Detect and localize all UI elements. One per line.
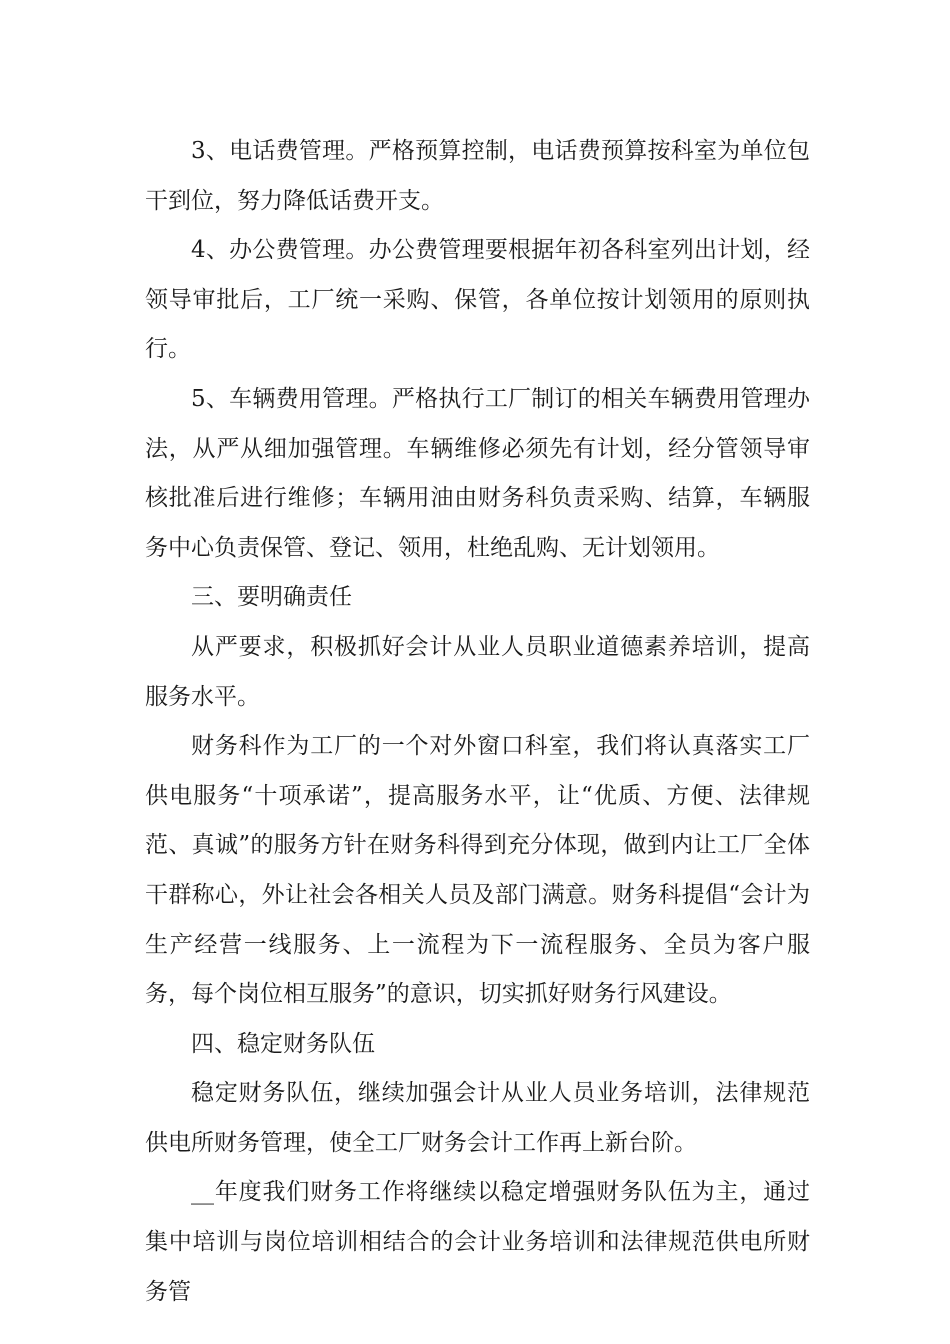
paragraph-strict-requirements: 从严要求，积极抓好会计从业人员职业道德素养培训，提高服务水平。 (145, 633, 810, 710)
paragraph-annual-plan: __年度我们财务工作将继续以稳定增强财务队伍为主，通过集中培训与岗位培训相结合的会计业务培训和法律规范供电所财务管 (145, 1179, 810, 1305)
paragraph-phone-fee: 3、电话费管理。严格预算控制，电话费预算按科室为单位包干到位，努力降低话费开支。 (145, 138, 810, 214)
paragraph-office-fee: 4、办公费管理。办公费管理要根据年初各科室列出计划，经领导审批后，工厂统一采购、保管，各单位按计划领用的原则执行。 (145, 237, 810, 363)
section-heading-responsibility: 三、要明确责任 (191, 584, 352, 611)
section-heading-stabilize-team: 四、稳定财务队伍 (191, 1030, 375, 1057)
document-body (145, 127, 810, 1317)
paragraph-service-window: 财务科作为工厂的一个对外窗口科室，我们将认真落实工厂供电服务“十项承诺”，提高服务水平，让“优质、方便、法律规范、真诚”的服务方针在财务科得到充分体现，做到内让工厂全体干群称心，外让社会各相关人员及部门满意。财务科提倡“会计为生产经营一线服务、上一流程为下一流程服务、全员为客户服务，每个岗位相互服务”的意识，切实抓好财务行风建设。 (145, 733, 810, 1008)
paragraph-vehicle-fee: 5、车辆费用管理。严格执行工厂制订的相关车辆费用管理办法，从严从细加强管理。车辆维修必须先有计划，经分管领导审核批准后进行维修；车辆用油由财务科负责采购、结算，车辆服务中心负责保管、登记、领用，杜绝乱购、无计划领用。 (145, 385, 810, 561)
paragraph-stabilize-team: 稳定财务队伍，继续加强会计从业人员业务培训，法律规范供电所财务管理，使全工厂财务会计工作再上新台阶。 (145, 1080, 810, 1156)
